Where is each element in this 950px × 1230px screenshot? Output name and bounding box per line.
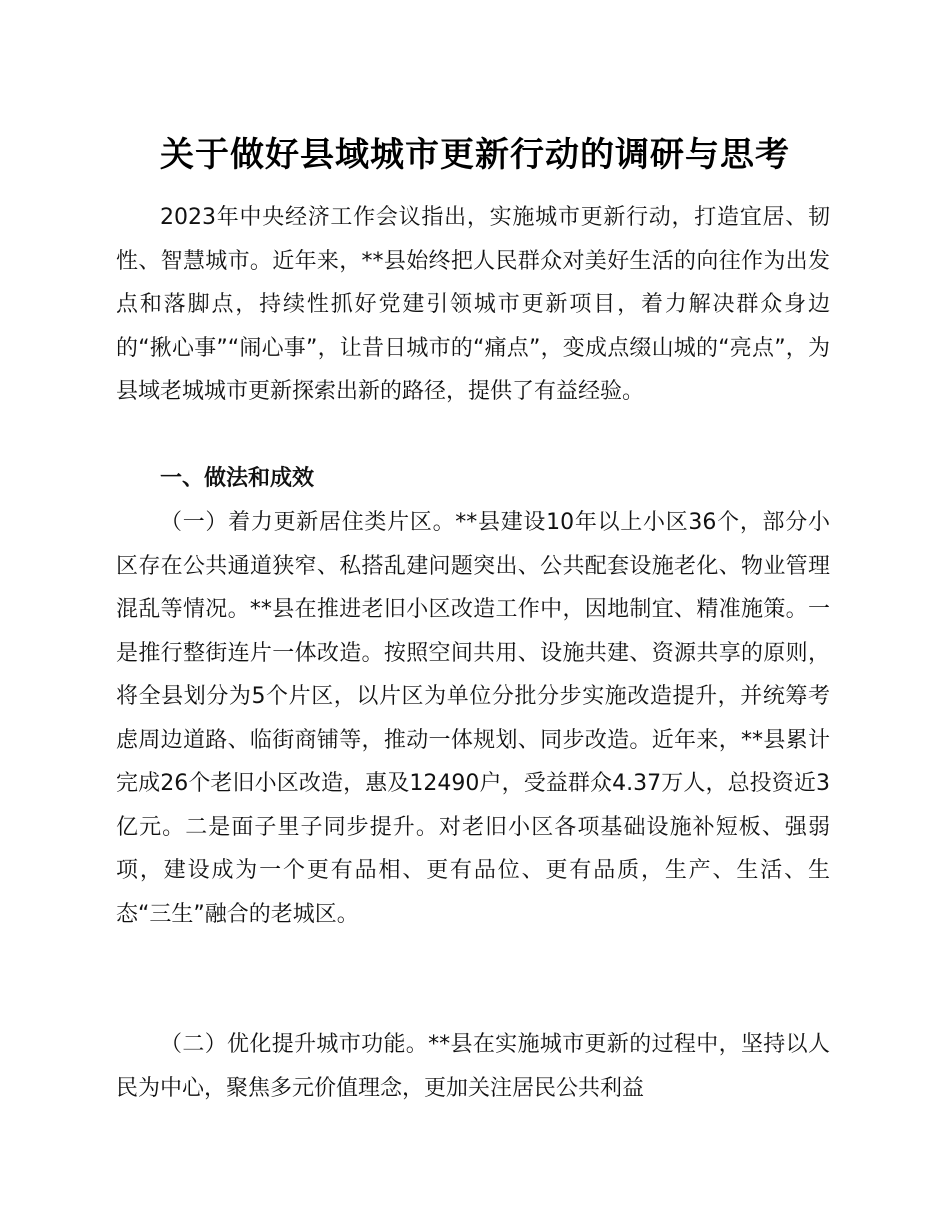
paragraph-residential-renewal: （一）着力更新居住类片区。**县建设10年以上小区36个，部分小区存在公共通道狭窄、私搭乱建问题突出、公共配套设施老化、物业管理混乱等情况。**县在推进老旧小区改造工作中，因地制宜、精准施策。一是推行整街连片一体改造。按照空间共用、设施共建、资源共享的原则，将全县划分为5个片区，以片区为单位分批分步实施改造提升，并统筹考虑周边道路、临街商铺等，推动一体规划、同步改造。近年来，**县累计完成26个老旧小区改造，惠及12490户，受益群众4.37万人，总投资近3亿元。二是面子里子同步提升。对老旧小区各项基础设施补短板、强弱项，建设成为一个更有品相、更有品位、更有品质，生产、生活、生态“三生”融合的老城区。 (116, 510, 830, 927)
section-heading: 一、做法和成效 (160, 466, 315, 491)
intro-paragraph: 2023年中央经济工作会议指出，实施城市更新行动，打造宜居、韧性、智慧城市。近年来，**县始终把人民群众对美好生活的向往作为出发点和落脚点，持续性抓好党建引领城市更新项目，着力解决群众身边的“揪心事”“闹心事”，让昔日城市的“痛点”，变成点缀山城的“亮点”，为县域老城城市更新探索出新的路径，提供了有益经验。 (116, 205, 830, 404)
document-title: 关于做好县域城市更新行动的调研与思考 (160, 135, 790, 175)
paragraph-city-function: （二）优化提升城市功能。**县在实施城市更新的过程中，坚持以人民为中心，聚焦多元价值理念，更加关注居民公共利益 (116, 1032, 830, 1101)
